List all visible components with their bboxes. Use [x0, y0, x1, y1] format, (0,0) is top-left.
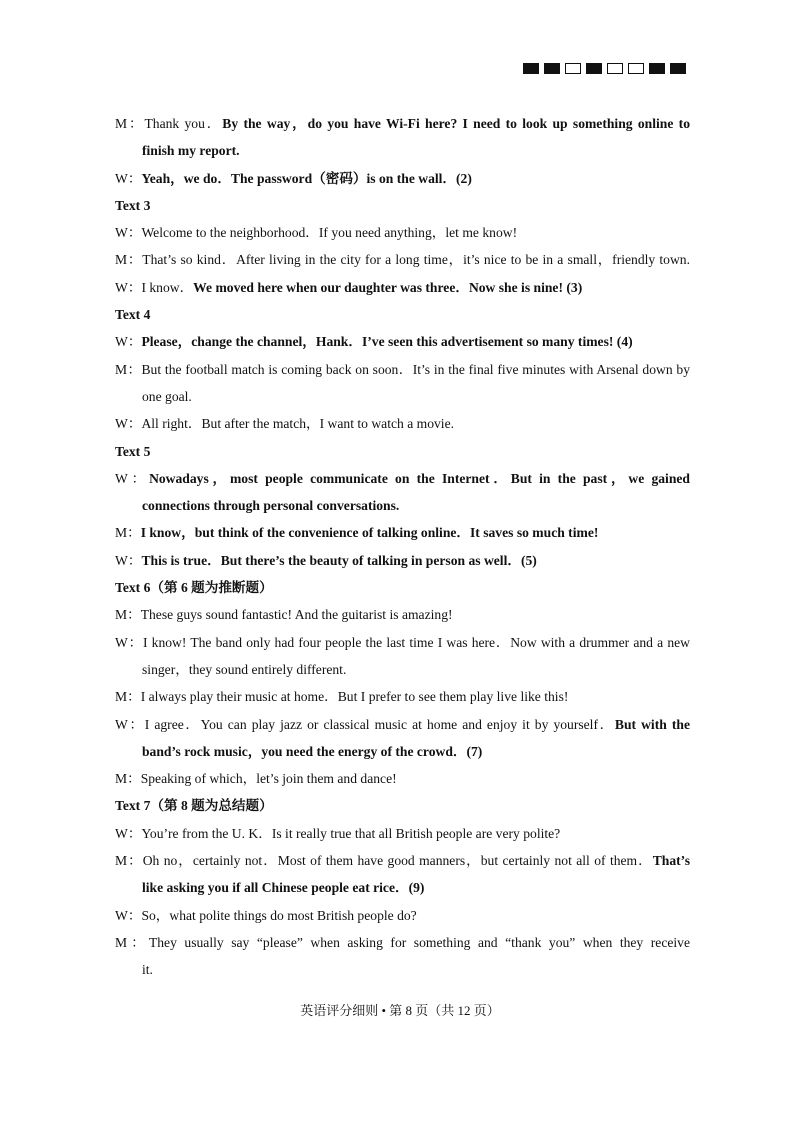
- dialogue-text: I agree．You can play jazz or classical music at home and enjoy it by yourself．: [144, 716, 615, 732]
- dialogue-text: These guys sound fantastic! And the guitarist is amazing!: [140, 607, 453, 623]
- answer-text: like asking you if all Chinese people eat rice．(9): [142, 880, 425, 896]
- answer-text: Yeah，we do．The password（密码）is on the wall．(2): [141, 170, 472, 186]
- transcript-line: [115, 547, 690, 574]
- transcript-line: [115, 601, 690, 628]
- transcript-line: [115, 383, 690, 410]
- transcript-line: [115, 410, 690, 437]
- section-heading: [115, 574, 690, 601]
- dialogue-text: That’s so kind．After living in the city for a long time，it’s nice to be in a small，friendly town.: [142, 252, 690, 268]
- answer-text: By the way，do you have Wi-Fi here? I need to look up something online to: [222, 116, 690, 131]
- dialogue-text: Text 4: [115, 307, 151, 323]
- dialogue-text: Thank you．: [144, 116, 223, 131]
- dialogue-text: Text 7（第 8 题为总结题）: [115, 798, 273, 814]
- filled-square: [649, 63, 665, 74]
- empty-square: [607, 63, 623, 74]
- dialogue-text: You’re from the U. K．Is it really true that all British people are very polite?: [141, 825, 561, 841]
- dialogue-text: W：: [115, 416, 142, 432]
- dialogue-text: Welcome to the neighborhood．If you need anything，let me know!: [141, 225, 518, 241]
- page-footer: 英语评分细则 • 第 8 页（共 12 页）: [300, 1003, 500, 1018]
- transcript-line: [115, 165, 690, 192]
- filled-square: [670, 63, 686, 74]
- transcript-line: [115, 629, 690, 656]
- transcript-line: [115, 274, 690, 301]
- dialogue-text: But the football match is coming back on soon．It’s in the final five minutes with Arsenal down by: [141, 361, 690, 377]
- dialogue-text: Text 3: [115, 197, 151, 213]
- transcript-line: [115, 328, 690, 355]
- answer-text: I know，but think of the convenience of talking online．It saves so much time!: [140, 525, 599, 541]
- answer-text: band’s rock music，you need the energy of the crowd．(7): [142, 743, 483, 759]
- transcript-line: [115, 246, 690, 273]
- transcript-line: [115, 519, 690, 546]
- dialogue-text: Speaking of which，let’s join them and dance!: [140, 771, 397, 787]
- answer-text: This is true．But there’s the beauty of talking in person as well．(5): [141, 552, 537, 568]
- answer-text: We moved here when our daughter was three．Now she is nine! (3): [193, 279, 583, 295]
- dialogue-text: M：: [115, 525, 141, 541]
- answer-text: connections through personal conversations.: [142, 498, 400, 514]
- dialogue-text: So，what polite things do most British people do?: [141, 907, 417, 923]
- transcript-line: [115, 929, 690, 956]
- transcript-line: [115, 356, 690, 383]
- transcript-line: [115, 738, 690, 765]
- dialogue-text: W：: [115, 907, 142, 923]
- transcript-line: [115, 847, 690, 874]
- transcript-line: [115, 902, 690, 929]
- answer-text: Please，change the channel，Hank．I’ve seen this advertisement so many times! (4): [141, 334, 633, 350]
- dialogue-text: W：: [115, 334, 142, 350]
- dialogue-text: W：: [115, 225, 142, 241]
- dialogue-text: W：: [115, 634, 143, 650]
- transcript-line: [115, 110, 690, 137]
- empty-square: [565, 63, 581, 74]
- header-decoration: [523, 63, 686, 74]
- dialogue-text: I always play their music at home．But I prefer to see them play live like this!: [140, 689, 569, 705]
- dialogue-text: W：: [115, 470, 150, 486]
- transcript-line: [115, 711, 690, 738]
- dialogue-text: W：: [115, 716, 145, 732]
- dialogue-text: M：: [115, 116, 145, 131]
- dialogue-text: M：: [115, 607, 141, 623]
- dialogue-text: M：: [115, 853, 143, 869]
- transcript-line: [115, 683, 690, 710]
- transcript-body: [115, 110, 690, 984]
- dialogue-text: I know．: [141, 279, 194, 295]
- section-heading: [115, 792, 690, 819]
- dialogue-text: W：: [115, 279, 142, 295]
- section-heading: [115, 192, 690, 219]
- empty-square: [628, 63, 644, 74]
- dialogue-text: M：: [115, 934, 149, 950]
- transcript-line: [115, 219, 690, 246]
- dialogue-text: Text 5: [115, 443, 151, 459]
- dialogue-text: They usually say “please” when asking for something and “thank you” when they receive: [148, 934, 690, 950]
- dialogue-text: M：: [115, 689, 141, 705]
- answer-text: finish my report.: [142, 143, 240, 159]
- dialogue-text: W：: [115, 552, 142, 568]
- filled-square: [586, 63, 602, 74]
- answer-text: That’s: [652, 853, 690, 869]
- dialogue-text: M：: [115, 252, 143, 268]
- dialogue-text: singer，they sound entirely different.: [142, 661, 347, 677]
- transcript-line: [115, 874, 690, 901]
- dialogue-text: I know! The band only had four people the last time I was here．Now with a drummer and a new: [142, 634, 690, 650]
- transcript-line: [115, 656, 690, 683]
- section-heading: [115, 301, 690, 328]
- transcript-line: [115, 820, 690, 847]
- dialogue-text: M：: [115, 771, 141, 787]
- answer-text: Nowadays，most people communicate on the Internet．But in the past，we gained: [149, 470, 690, 486]
- filled-square: [544, 63, 560, 74]
- dialogue-text: it.: [142, 962, 153, 978]
- dialogue-text: Oh no，certainly not．Most of them have good manners，but certainly not all of them．: [142, 853, 653, 869]
- dialogue-text: W：: [115, 825, 142, 841]
- transcript-line: [115, 465, 690, 492]
- dialogue-text: Text 6（第 6 题为推断题）: [115, 580, 273, 596]
- dialogue-text: W：: [115, 170, 142, 186]
- transcript-line: [115, 492, 690, 519]
- answer-text: But with the: [614, 716, 690, 732]
- dialogue-text: one goal.: [142, 388, 192, 404]
- dialogue-text: All right．But after the match，I want to watch a movie.: [141, 416, 455, 432]
- filled-square: [523, 63, 539, 74]
- dialogue-text: M：: [115, 361, 142, 377]
- transcript-line: [115, 137, 690, 164]
- transcript-line: [115, 765, 690, 792]
- section-heading: [115, 438, 690, 465]
- transcript-line: [115, 956, 690, 983]
